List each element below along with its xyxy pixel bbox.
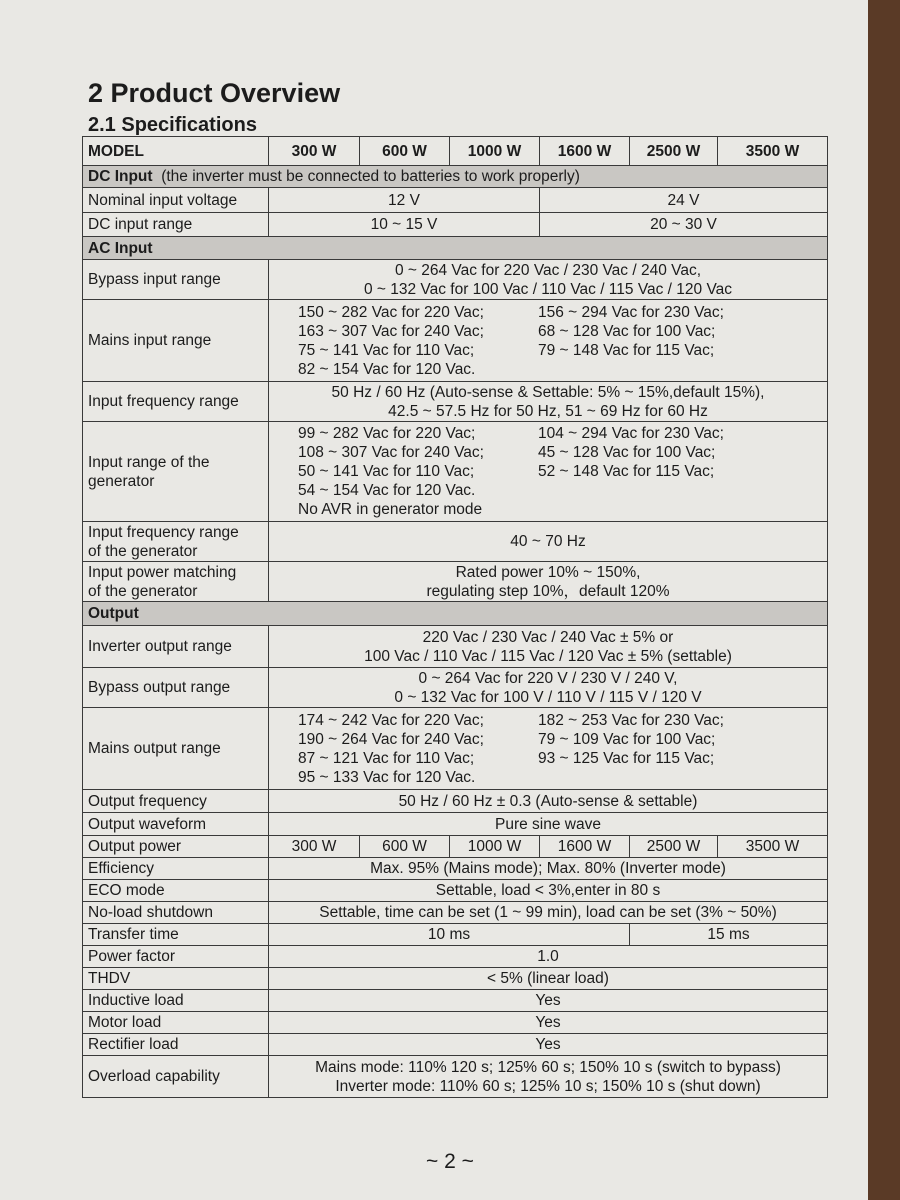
- no-load-shutdown-value: Settable, time can be set (1 ~ 99 min), load can be set (3% ~ 50%): [269, 902, 828, 924]
- thdv-value: < 5% (linear load): [269, 968, 828, 990]
- output-power-1600w: 1600 W: [540, 836, 630, 858]
- inductive-load-value: Yes: [269, 990, 828, 1012]
- mains-output-row: [83, 708, 828, 790]
- bypass-input-row: [83, 260, 828, 300]
- output-frequency-label: Output frequency: [83, 790, 269, 813]
- mains-output-value: 190 ~ 264 Vac for 240 Vac;: [298, 730, 484, 748]
- overload-line: Inverter mode: 110% 60 s; 125% 10 s; 150% 10 s (shut down): [335, 1077, 761, 1095]
- mains-input-value: 75 ~ 141 Vac for 110 Vac;: [298, 341, 475, 359]
- inverter-output-row: [83, 626, 828, 668]
- mains-input-row: [83, 300, 828, 382]
- model-2500w: 2500 W: [630, 137, 718, 166]
- section-title: 2.1 Specifications: [88, 114, 257, 136]
- mains-input-label: Mains input range: [83, 300, 269, 382]
- output-section: [83, 602, 828, 626]
- input-frequency-label: Input frequency range: [83, 382, 269, 422]
- mains-input-value: 79 ~ 148 Vac for 115 Vac;: [538, 341, 715, 359]
- generator-range-value: 45 ~ 128 Vac for 100 Vac;: [538, 444, 716, 461]
- mains-input-value: 150 ~ 282 Vac for 220 Vac;: [298, 303, 484, 321]
- bypass-output-line: 0 ~ 264 Vac for 220 V / 230 V / 240 V,: [418, 669, 678, 687]
- generator-range-value: 52 ~ 148 Vac for 115 Vac;: [538, 463, 715, 480]
- generator-power-line: Rated power 10% ~ 150%,: [455, 563, 641, 581]
- output-power-row: [83, 836, 828, 858]
- generator-range-value: 50 ~ 141 Vac for 110 Vac;: [298, 463, 475, 480]
- generator-avr-note: No AVR in generator mode: [298, 501, 483, 518]
- generator-range-value: 108 ~ 307 Vac for 240 Vac;: [298, 444, 484, 461]
- output-title: Output: [83, 602, 828, 626]
- input-frequency-line: 50 Hz / 60 Hz (Auto-sense & Settable: 5% ~ 15%,default 15%),: [331, 383, 765, 401]
- power-factor-value: 1.0: [269, 946, 828, 968]
- generator-range-value: 104 ~ 294 Vac for 230 Vac;: [538, 425, 724, 442]
- dc-input-title: DC Input: [88, 168, 153, 185]
- output-power-3500w: 3500 W: [718, 836, 828, 858]
- nominal-voltage-24v: 24 V: [540, 188, 828, 213]
- dc-input-note: (the inverter must be connected to batteries to work properly): [161, 168, 580, 185]
- mains-output-value: 174 ~ 242 Vac for 220 Vac;: [298, 711, 484, 729]
- rectifier-load-value: Yes: [269, 1034, 828, 1056]
- mains-output-value: 79 ~ 109 Vac for 100 Vac;: [538, 730, 716, 748]
- overload-label: Overload capability: [83, 1056, 269, 1098]
- thdv-row: [83, 968, 828, 990]
- transfer-time-row: [83, 924, 828, 946]
- dc-input-section: [83, 166, 828, 188]
- generator-range-label: Input range of the: [88, 453, 210, 471]
- model-1600w: 1600 W: [540, 137, 630, 166]
- dc-range-24v: 20 ~ 30 V: [540, 213, 828, 237]
- output-waveform-value: Pure sine wave: [269, 813, 828, 836]
- efficiency-label: Efficiency: [83, 858, 269, 880]
- dc-range-12v: 10 ~ 15 V: [269, 213, 540, 237]
- transfer-time-low: 10 ms: [269, 924, 630, 946]
- mains-output-value: 182 ~ 253 Vac for 230 Vac;: [538, 711, 724, 729]
- page-number: ~ 2 ~: [426, 1150, 474, 1173]
- input-frequency-row: [83, 382, 828, 422]
- mains-output-value: 93 ~ 125 Vac for 115 Vac;: [538, 749, 715, 767]
- nominal-voltage-row: [83, 188, 828, 213]
- model-1000w: 1000 W: [450, 137, 540, 166]
- ac-input-section: [83, 237, 828, 260]
- mains-input-value: 163 ~ 307 Vac for 240 Vac;: [298, 322, 484, 340]
- dc-range-label: DC input range: [83, 213, 269, 237]
- mains-input-value: 82 ~ 154 Vac for 120 Vac.: [298, 360, 476, 378]
- thdv-label: THDV: [83, 968, 269, 990]
- generator-range-label: generator: [88, 472, 155, 490]
- overload-row: [83, 1056, 828, 1098]
- output-waveform-row: [83, 813, 828, 836]
- model-600w: 600 W: [360, 137, 450, 166]
- inverter-output-line: 220 Vac / 230 Vac / 240 Vac ± 5% or: [422, 628, 674, 646]
- output-power-label: Output power: [83, 836, 269, 858]
- generator-range-row: [83, 422, 828, 522]
- generator-frequency-label: Input frequency range: [88, 523, 239, 541]
- output-power-1000w: 1000 W: [450, 836, 540, 858]
- rectifier-load-label: Rectifier load: [83, 1034, 269, 1056]
- no-load-shutdown-label: No-load shutdown: [83, 902, 269, 924]
- mains-output-label: Mains output range: [83, 708, 269, 790]
- output-frequency-value: 50 Hz / 60 Hz ± 0.3 (Auto-sense & settable): [269, 790, 828, 813]
- eco-mode-label: ECO mode: [83, 880, 269, 902]
- bypass-output-label: Bypass output range: [83, 668, 269, 708]
- output-power-600w: 600 W: [360, 836, 450, 858]
- rectifier-load-row: [83, 1034, 828, 1056]
- model-label: MODEL: [83, 137, 269, 166]
- power-factor-label: Power factor: [83, 946, 269, 968]
- inductive-load-row: [83, 990, 828, 1012]
- overload-line: Mains mode: 110% 120 s; 125% 60 s; 150% 10 s (switch to bypass): [315, 1058, 781, 1076]
- no-load-shutdown-row: [83, 902, 828, 924]
- motor-load-label: Motor load: [83, 1012, 269, 1034]
- bypass-input-line: 0 ~ 264 Vac for 220 Vac / 230 Vac / 240 Vac,: [394, 261, 702, 279]
- power-factor-row: [83, 946, 828, 968]
- mains-output-value: 87 ~ 121 Vac for 110 Vac;: [298, 749, 475, 767]
- generator-range-value: 54 ~ 154 Vac for 120 Vac.: [298, 482, 476, 499]
- generator-power-label: of the generator: [88, 582, 198, 600]
- inverter-output-label: Inverter output range: [83, 626, 269, 668]
- generator-range-value: 99 ~ 282 Vac for 220 Vac;: [298, 425, 476, 442]
- bypass-output-row: [83, 668, 828, 708]
- mains-input-value: 156 ~ 294 Vac for 230 Vac;: [538, 303, 724, 321]
- dc-range-row: [83, 213, 828, 237]
- efficiency-value: Max. 95% (Mains mode); Max. 80% (Inverter mode): [269, 858, 828, 880]
- model-300w: 300 W: [269, 137, 360, 166]
- motor-load-value: Yes: [269, 1012, 828, 1034]
- generator-frequency-label: of the generator: [88, 542, 198, 560]
- mains-output-value: 95 ~ 133 Vac for 120 Vac.: [298, 768, 476, 786]
- nominal-voltage-12v: 12 V: [269, 188, 540, 213]
- model-3500w: 3500 W: [718, 137, 828, 166]
- model-row: [83, 137, 828, 166]
- eco-mode-value: Settable, load < 3%,enter in 80 s: [269, 880, 828, 902]
- generator-frequency-row: [83, 522, 828, 562]
- inverter-output-line: 100 Vac / 110 Vac / 115 Vac / 120 Vac ± 5% (settable): [364, 647, 732, 665]
- output-waveform-label: Output waveform: [83, 813, 269, 836]
- generator-power-row: [83, 562, 828, 602]
- input-frequency-line: 42.5 ~ 57.5 Hz for 50 Hz, 51 ~ 69 Hz for 60 Hz: [388, 402, 708, 420]
- page-title: 2 Product Overview: [88, 78, 341, 108]
- mains-input-value: 68 ~ 128 Vac for 100 Vac;: [538, 322, 716, 340]
- generator-power-label: Input power matching: [88, 563, 237, 581]
- transfer-time-high: 15 ms: [630, 924, 828, 946]
- inductive-load-label: Inductive load: [83, 990, 269, 1012]
- bypass-input-line: 0 ~ 132 Vac for 100 Vac / 110 Vac / 115 Vac / 120 Vac: [363, 280, 733, 298]
- specifications-table: [82, 136, 828, 1098]
- nominal-voltage-label: Nominal input voltage: [83, 188, 269, 213]
- generator-frequency-value: 40 ~ 70 Hz: [269, 522, 828, 562]
- transfer-time-label: Transfer time: [83, 924, 269, 946]
- output-power-300w: 300 W: [269, 836, 360, 858]
- motor-load-row: [83, 1012, 828, 1034]
- output-power-2500w: 2500 W: [630, 836, 718, 858]
- bypass-input-label: Bypass input range: [83, 260, 269, 300]
- efficiency-row: [83, 858, 828, 880]
- generator-power-line: regulating step 10%，default 120%: [426, 582, 670, 600]
- output-frequency-row: [83, 790, 828, 813]
- ac-input-title: AC Input: [83, 237, 828, 260]
- eco-mode-row: [83, 880, 828, 902]
- bypass-output-line: 0 ~ 132 Vac for 100 V / 110 V / 115 V / 120 V: [394, 688, 702, 706]
